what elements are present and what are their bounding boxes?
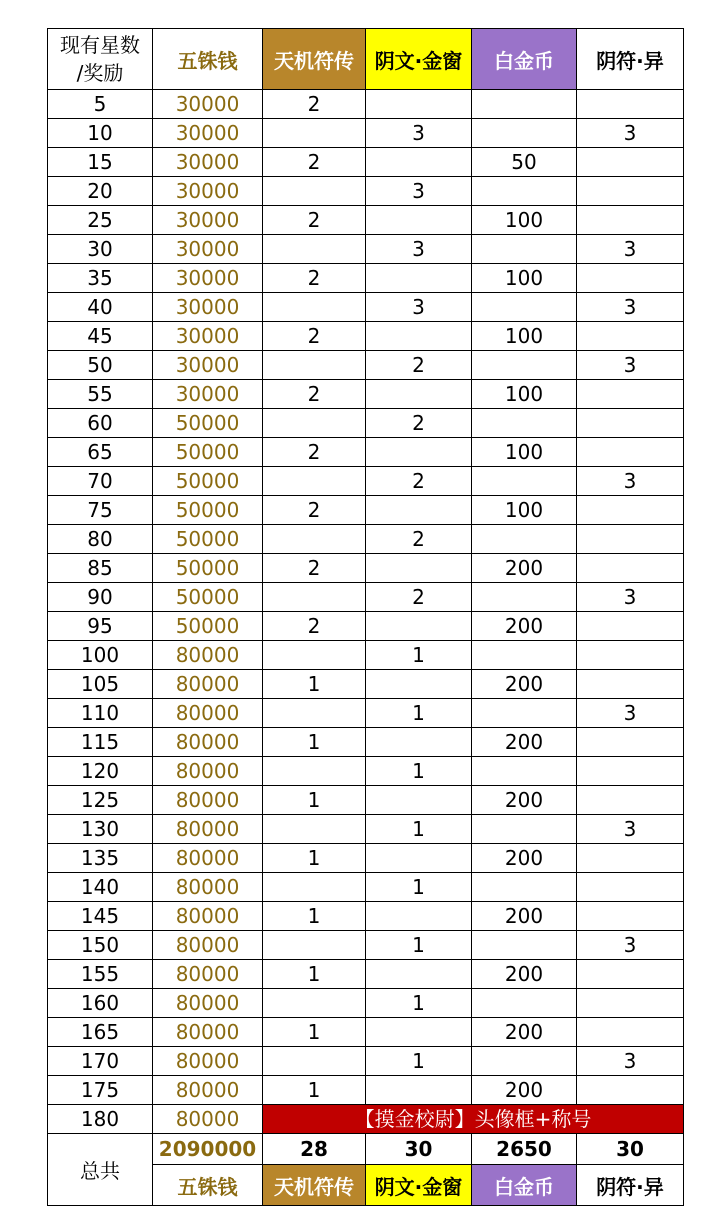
cell-stars: 10 (48, 119, 153, 148)
cell-wuzhu: 80000 (153, 844, 263, 873)
cell-stars: 25 (48, 206, 153, 235)
table-row (48, 438, 684, 467)
cell-tianji (263, 873, 366, 902)
table-row (48, 583, 684, 612)
cell-tianji (263, 757, 366, 786)
cell-stars: 140 (48, 873, 153, 902)
table-row (48, 148, 684, 177)
reward-table (47, 28, 684, 1206)
cell-wuzhu: 30000 (153, 148, 263, 177)
cell-tianji (263, 177, 366, 206)
total-label: 总共 (48, 1134, 153, 1206)
cell-baijin (472, 119, 577, 148)
cell-yinwen (366, 496, 472, 525)
total-tianji: 28 (263, 1134, 366, 1165)
cell-yinfu: 3 (577, 1047, 684, 1076)
cell-tianji: 1 (263, 728, 366, 757)
cell-baijin (472, 525, 577, 554)
cell-stars: 20 (48, 177, 153, 206)
cell-yinfu (577, 525, 684, 554)
cell-yinwen: 1 (366, 873, 472, 902)
cell-wuzhu: 80000 (153, 728, 263, 757)
cell-tianji: 1 (263, 1076, 366, 1105)
total-row (48, 1134, 684, 1165)
cell-yinfu (577, 844, 684, 873)
cell-tianji: 2 (263, 554, 366, 583)
footer-tianji: 天机符传 (263, 1165, 366, 1206)
cell-wuzhu: 30000 (153, 90, 263, 119)
cell-yinwen (366, 902, 472, 931)
cell-baijin (472, 699, 577, 728)
table-row (48, 844, 684, 873)
cell-tianji: 1 (263, 786, 366, 815)
cell-baijin: 100 (472, 380, 577, 409)
cell-stars: 70 (48, 467, 153, 496)
cell-wuzhu: 50000 (153, 525, 263, 554)
table-row (48, 612, 684, 641)
cell-tianji: 1 (263, 670, 366, 699)
header-row (48, 29, 684, 90)
cell-stars: 110 (48, 699, 153, 728)
header-stars-line2: /奖励 (76, 61, 124, 85)
cell-yinwen: 3 (366, 119, 472, 148)
cell-stars: 75 (48, 496, 153, 525)
cell-baijin: 100 (472, 496, 577, 525)
cell-yinfu (577, 728, 684, 757)
table-row (48, 380, 684, 409)
table-row (48, 235, 684, 264)
footer-baijin: 白金币 (472, 1165, 577, 1206)
cell-yinfu (577, 1018, 684, 1047)
cell-yinwen: 2 (366, 467, 472, 496)
cell-tianji: 2 (263, 206, 366, 235)
cell-stars: 60 (48, 409, 153, 438)
cell-baijin: 200 (472, 902, 577, 931)
cell-wuzhu: 30000 (153, 177, 263, 206)
table-row (48, 989, 684, 1018)
table-row (48, 786, 684, 815)
table-row (48, 264, 684, 293)
table-row (48, 931, 684, 960)
cell-tianji (263, 525, 366, 554)
footer-wuzhu: 五铢钱 (153, 1165, 263, 1206)
cell-wuzhu: 30000 (153, 380, 263, 409)
cell-tianji (263, 583, 366, 612)
header-stars (48, 29, 153, 90)
cell-baijin: 200 (472, 1018, 577, 1047)
cell-yinfu: 3 (577, 583, 684, 612)
cell-tianji: 1 (263, 1018, 366, 1047)
cell-wuzhu: 50000 (153, 496, 263, 525)
cell-yinfu (577, 264, 684, 293)
total-wuzhu: 2090000 (153, 1134, 263, 1165)
cell-stars: 175 (48, 1076, 153, 1105)
table-row (48, 90, 684, 119)
cell-yinwen (366, 1018, 472, 1047)
cell-yinfu (577, 670, 684, 699)
cell-stars: 100 (48, 641, 153, 670)
cell-wuzhu: 30000 (153, 351, 263, 380)
cell-baijin (472, 931, 577, 960)
table-row (48, 467, 684, 496)
cell-tianji (263, 1047, 366, 1076)
table-row (48, 206, 684, 235)
header-yinwen: 阴文·金窗 (366, 29, 472, 90)
cell-tianji (263, 699, 366, 728)
cell-baijin (472, 409, 577, 438)
table-row (48, 1047, 684, 1076)
cell-yinwen: 3 (366, 235, 472, 264)
cell-stars: 170 (48, 1047, 153, 1076)
cell-stars: 160 (48, 989, 153, 1018)
cell-yinwen: 3 (366, 293, 472, 322)
table-row (48, 873, 684, 902)
cell-wuzhu: 80000 (153, 641, 263, 670)
cell-stars: 135 (48, 844, 153, 873)
footer-yinwen: 阴文·金窗 (366, 1165, 472, 1206)
table-row (48, 699, 684, 728)
cell-baijin (472, 873, 577, 902)
cell-baijin: 100 (472, 264, 577, 293)
header-tianji: 天机符传 (263, 29, 366, 90)
cell-yinfu (577, 380, 684, 409)
table-row (48, 728, 684, 757)
cell-wuzhu: 50000 (153, 438, 263, 467)
special-reward-cell: 【摸金校尉】头像框+称号 (263, 1105, 684, 1134)
cell-yinwen: 1 (366, 815, 472, 844)
cell-stars: 115 (48, 728, 153, 757)
cell-baijin (472, 1047, 577, 1076)
cell-yinwen (366, 148, 472, 177)
cell-stars: 30 (48, 235, 153, 264)
cell-stars: 65 (48, 438, 153, 467)
cell-baijin: 200 (472, 1076, 577, 1105)
cell-yinwen (366, 844, 472, 873)
cell-baijin (472, 757, 577, 786)
cell-wuzhu: 80000 (153, 1047, 263, 1076)
cell-yinwen (366, 322, 472, 351)
cell-yinfu: 3 (577, 235, 684, 264)
cell-yinwen: 1 (366, 989, 472, 1018)
cell-wuzhu: 50000 (153, 409, 263, 438)
cell-stars: 180 (48, 1105, 153, 1134)
cell-stars: 145 (48, 902, 153, 931)
cell-baijin (472, 177, 577, 206)
cell-stars: 55 (48, 380, 153, 409)
header-yinfu: 阴符·异 (577, 29, 684, 90)
cell-baijin (472, 90, 577, 119)
cell-yinfu (577, 612, 684, 641)
cell-wuzhu: 80000 (153, 786, 263, 815)
cell-tianji: 2 (263, 264, 366, 293)
cell-wuzhu: 50000 (153, 583, 263, 612)
cell-yinwen (366, 264, 472, 293)
table-row (48, 554, 684, 583)
cell-wuzhu: 80000 (153, 873, 263, 902)
cell-yinwen: 2 (366, 525, 472, 554)
cell-tianji: 2 (263, 322, 366, 351)
cell-stars: 105 (48, 670, 153, 699)
cell-yinfu (577, 177, 684, 206)
cell-wuzhu: 50000 (153, 554, 263, 583)
cell-yinwen: 1 (366, 757, 472, 786)
table-row (48, 119, 684, 148)
table-row (48, 902, 684, 931)
table-row (48, 1018, 684, 1047)
cell-yinfu: 3 (577, 931, 684, 960)
cell-tianji (263, 989, 366, 1018)
table-row (48, 1076, 684, 1105)
cell-yinwen (366, 90, 472, 119)
cell-tianji: 1 (263, 960, 366, 989)
cell-yinwen: 2 (366, 351, 472, 380)
cell-tianji (263, 467, 366, 496)
cell-baijin: 100 (472, 438, 577, 467)
cell-yinwen (366, 960, 472, 989)
cell-tianji (263, 641, 366, 670)
total-baijin: 2650 (472, 1134, 577, 1165)
cell-yinwen: 1 (366, 1047, 472, 1076)
total-yinwen: 30 (366, 1134, 472, 1165)
total-yinfu: 30 (577, 1134, 684, 1165)
table-row-final (48, 1105, 684, 1134)
cell-yinfu (577, 902, 684, 931)
cell-yinfu (577, 322, 684, 351)
cell-stars: 150 (48, 931, 153, 960)
cell-yinfu: 3 (577, 815, 684, 844)
cell-yinwen (366, 670, 472, 699)
cell-yinfu (577, 873, 684, 902)
cell-baijin: 200 (472, 844, 577, 873)
cell-yinfu (577, 438, 684, 467)
cell-stars: 90 (48, 583, 153, 612)
cell-yinfu (577, 989, 684, 1018)
cell-baijin: 100 (472, 206, 577, 235)
cell-tianji: 2 (263, 612, 366, 641)
cell-stars: 5 (48, 90, 153, 119)
cell-yinfu: 3 (577, 351, 684, 380)
cell-yinwen (366, 1076, 472, 1105)
cell-stars: 45 (48, 322, 153, 351)
cell-baijin (472, 351, 577, 380)
cell-tianji (263, 815, 366, 844)
cell-wuzhu: 80000 (153, 815, 263, 844)
cell-wuzhu: 30000 (153, 264, 263, 293)
cell-yinwen: 2 (366, 409, 472, 438)
table-row (48, 293, 684, 322)
cell-wuzhu: 80000 (153, 670, 263, 699)
cell-yinfu (577, 960, 684, 989)
cell-baijin (472, 641, 577, 670)
cell-yinwen (366, 438, 472, 467)
cell-baijin: 100 (472, 322, 577, 351)
cell-stars: 155 (48, 960, 153, 989)
cell-tianji (263, 931, 366, 960)
cell-baijin (472, 989, 577, 1018)
cell-stars: 40 (48, 293, 153, 322)
cell-yinfu (577, 786, 684, 815)
cell-tianji (263, 119, 366, 148)
cell-yinwen: 1 (366, 699, 472, 728)
cell-wuzhu: 80000 (153, 1018, 263, 1047)
cell-stars: 50 (48, 351, 153, 380)
cell-baijin (472, 815, 577, 844)
cell-yinfu: 3 (577, 293, 684, 322)
cell-stars: 165 (48, 1018, 153, 1047)
cell-wuzhu: 80000 (153, 960, 263, 989)
cell-yinwen (366, 612, 472, 641)
table-row (48, 670, 684, 699)
cell-yinwen: 1 (366, 931, 472, 960)
table-row (48, 322, 684, 351)
cell-yinwen: 2 (366, 583, 472, 612)
footer-yinfu: 阴符·异 (577, 1165, 684, 1206)
cell-wuzhu: 80000 (153, 902, 263, 931)
cell-yinfu (577, 496, 684, 525)
cell-tianji (263, 351, 366, 380)
cell-tianji (263, 409, 366, 438)
cell-wuzhu: 30000 (153, 235, 263, 264)
cell-baijin: 50 (472, 148, 577, 177)
cell-yinfu: 3 (577, 467, 684, 496)
cell-yinwen (366, 728, 472, 757)
table-row (48, 525, 684, 554)
cell-stars: 95 (48, 612, 153, 641)
cell-baijin: 200 (472, 670, 577, 699)
cell-stars: 130 (48, 815, 153, 844)
cell-tianji: 2 (263, 380, 366, 409)
cell-baijin (472, 293, 577, 322)
cell-baijin (472, 467, 577, 496)
cell-yinwen (366, 380, 472, 409)
cell-baijin (472, 235, 577, 264)
cell-tianji: 2 (263, 438, 366, 467)
cell-yinwen (366, 786, 472, 815)
cell-wuzhu: 80000 (153, 1076, 263, 1105)
cell-baijin: 200 (472, 554, 577, 583)
cell-yinfu (577, 409, 684, 438)
cell-stars: 35 (48, 264, 153, 293)
cell-baijin (472, 583, 577, 612)
cell-wuzhu: 30000 (153, 119, 263, 148)
cell-yinwen (366, 554, 472, 583)
cell-baijin: 200 (472, 728, 577, 757)
header-baijin: 白金币 (472, 29, 577, 90)
cell-stars: 120 (48, 757, 153, 786)
cell-wuzhu: 80000 (153, 989, 263, 1018)
table-row (48, 960, 684, 989)
cell-wuzhu: 30000 (153, 206, 263, 235)
cell-stars: 80 (48, 525, 153, 554)
cell-wuzhu: 80000 (153, 699, 263, 728)
cell-wuzhu: 30000 (153, 293, 263, 322)
cell-yinwen (366, 206, 472, 235)
header-wuzhu: 五铢钱 (153, 29, 263, 90)
cell-wuzhu: 50000 (153, 467, 263, 496)
cell-yinfu (577, 641, 684, 670)
table-row (48, 409, 684, 438)
cell-stars: 15 (48, 148, 153, 177)
cell-tianji: 2 (263, 90, 366, 119)
cell-tianji: 1 (263, 902, 366, 931)
cell-yinfu (577, 554, 684, 583)
cell-tianji: 2 (263, 148, 366, 177)
cell-wuzhu: 50000 (153, 612, 263, 641)
table-row (48, 177, 684, 206)
cell-baijin: 200 (472, 612, 577, 641)
table-row (48, 815, 684, 844)
table-row (48, 351, 684, 380)
cell-baijin: 200 (472, 960, 577, 989)
cell-tianji (263, 235, 366, 264)
cell-tianji (263, 293, 366, 322)
cell-yinfu: 3 (577, 119, 684, 148)
header-stars-line1: 现有星数 (60, 33, 140, 57)
cell-yinfu (577, 206, 684, 235)
cell-stars: 125 (48, 786, 153, 815)
table-row (48, 757, 684, 786)
cell-yinwen: 1 (366, 641, 472, 670)
cell-yinfu (577, 148, 684, 177)
cell-baijin: 200 (472, 786, 577, 815)
cell-yinfu (577, 757, 684, 786)
cell-wuzhu: 80000 (153, 1105, 263, 1134)
cell-tianji: 2 (263, 496, 366, 525)
cell-yinfu: 3 (577, 699, 684, 728)
cell-yinfu (577, 90, 684, 119)
cell-yinwen: 3 (366, 177, 472, 206)
cell-wuzhu: 80000 (153, 931, 263, 960)
cell-wuzhu: 30000 (153, 322, 263, 351)
cell-wuzhu: 80000 (153, 757, 263, 786)
cell-stars: 85 (48, 554, 153, 583)
cell-tianji: 1 (263, 844, 366, 873)
cell-yinfu (577, 1076, 684, 1105)
table-row (48, 641, 684, 670)
table-row (48, 496, 684, 525)
